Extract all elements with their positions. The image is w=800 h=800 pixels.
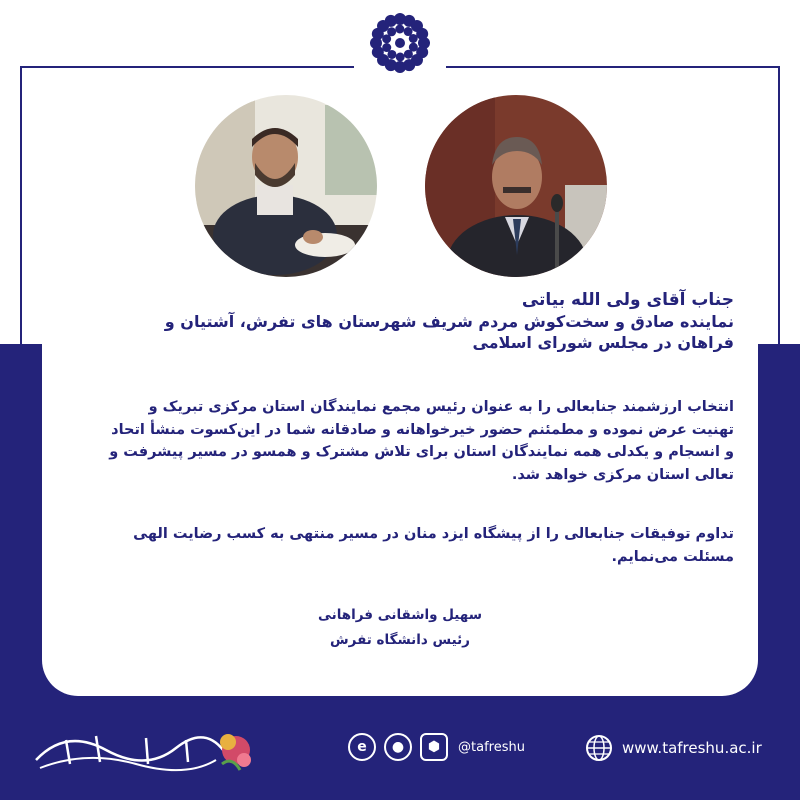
congratulation-paragraph (66, 396, 734, 486)
recipient-role-line-1: نماینده صادق و سخت‌کوش مردم شریف شهرستان های تفرش، آشتیان و (164, 312, 734, 331)
recipient-name: جناب آقای ولی الله بیاتی (521, 290, 734, 310)
bale-icon[interactable]: ⬢ (420, 733, 448, 761)
paragraph-line: انتخاب ارزشمند جنابعالی را به عنوان رئیس مجمع نمایندگان استان مرکزی تبریک و (148, 399, 734, 415)
public-relations-calligraphy-logo (26, 720, 258, 782)
photo-university-president (188, 88, 384, 284)
social-handle[interactable]: @tafreshu (458, 739, 525, 755)
signature-title: رئیس دانشگاه تفرش (330, 632, 470, 648)
eitaa-icon[interactable]: e (348, 733, 376, 761)
globe-icon (584, 733, 614, 763)
paragraph-line: مسئلت می‌نمایم. (611, 548, 734, 565)
website-url[interactable]: www.tafreshu.ac.ir (622, 739, 762, 757)
social-links (348, 730, 525, 764)
signature-name: سهیل واشقانی فراهانی (318, 607, 482, 623)
wishes-paragraph (66, 523, 734, 568)
website-link[interactable] (584, 733, 762, 763)
paragraph-line: و انسجام و یکدلی همه نمایندگان استان برای تلاش مشترک و همسو در مسیر پیشرفت و (109, 444, 734, 460)
recipient-role-line-2: فراهان در مجلس شورای اسلامی (472, 333, 734, 352)
rubika-icon[interactable]: ● (384, 733, 412, 761)
paragraph-line: تهنیت عرض نموده و مطمئنم حضور خیرخواهانه و صادقانه شما در این‌کسوت منشأ اتحاد (111, 421, 734, 438)
recipient-heading (66, 290, 734, 353)
paragraph-line: تعالی استان مرکزی خواهد شد. (511, 466, 734, 483)
university-emblem-icon (354, 6, 446, 80)
paragraph-line: تداوم توفیقات جنابعالی را از پیشگاه ایزد منان در مسیر منتهی به کسب رضایت الهی (133, 526, 734, 542)
photo-representative (418, 88, 614, 284)
